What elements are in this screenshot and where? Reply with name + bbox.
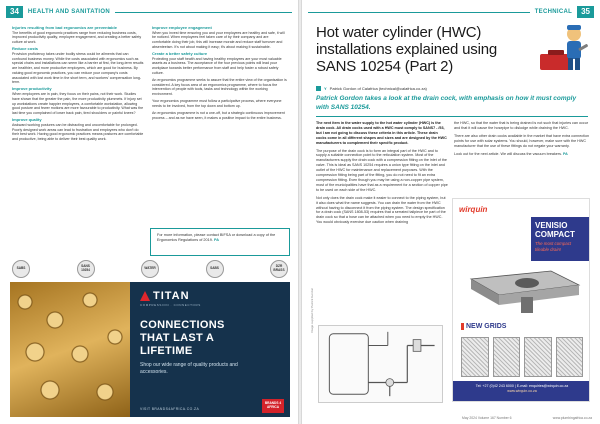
lead-paragraph: The next item in the water supply to the hot water cylinder (HWC) is the drain cock. All drain cocks used with a HWC must comply to SANS7 - /53, but I am not going to discuss these criteria in this article. These drain cocks come in all different shapes and sizes and are designed by the HWC manufacturers to complement their specific product. bbox=[316, 121, 447, 145]
subheading: Injuries resulting from bad ergonomics are preventable bbox=[12, 25, 117, 30]
page-number: 35 bbox=[577, 6, 594, 18]
advert-body: Shop our wide range of quality products and accessories. bbox=[140, 362, 238, 375]
left-page-header bbox=[6, 6, 292, 18]
subheading: Improve employee engagement bbox=[152, 25, 212, 30]
paragraph-text: Look out for the next article. We will discuss the vacuum breakers. bbox=[454, 151, 562, 156]
subheading: Improve productivity bbox=[12, 86, 52, 92]
info-box-text: For more information, please contact BIFSA or download a copy of the Ergonomics Regulations of 2019. bbox=[157, 233, 276, 242]
badge-sans: SANS 10254 bbox=[77, 260, 95, 278]
author-tag: Y bbox=[324, 86, 327, 91]
promo-title-line: VENISIO bbox=[535, 221, 568, 230]
header-rule bbox=[115, 12, 292, 13]
left-column-1 bbox=[12, 24, 144, 144]
left-column-2 bbox=[152, 24, 288, 123]
subheading: Improve quality bbox=[12, 117, 42, 123]
paragraph: Your ergonomics programme must follow a participative process, where everyone needs to be involved, from the top down and bottom up. bbox=[152, 99, 282, 109]
brands-africa-logo: BRANDS 4 AFRICA bbox=[262, 399, 284, 413]
divider bbox=[316, 116, 588, 117]
section-label: HEALTH AND SANITATION bbox=[27, 9, 110, 15]
advert-url[interactable]: VISIT BRANDS4AFRICA.CO.ZA bbox=[140, 407, 200, 411]
footer-website[interactable]: www.plumbingafrica.co.za bbox=[552, 416, 592, 420]
headline-line: LIFETIME bbox=[140, 345, 193, 357]
article-title: Hot water cylinder (HWC) installations explained using SANS 10254 (Part 2) bbox=[316, 24, 497, 75]
left-page bbox=[0, 0, 298, 424]
grid-tile bbox=[461, 337, 489, 377]
standfirst: Patrick Gordon takes a look at the drain cock, with emphasis on how it must comply with SANS 10254. bbox=[316, 95, 577, 111]
badge-dzr: DZR BRASS bbox=[270, 260, 288, 278]
paragraph: There are also other drain cocks available in the market that have extra connection points for use with solar systems. You should, however, make sure with the HWC manufacturer that the use of these fittings do not negate your warranty. bbox=[454, 133, 590, 148]
brass-fittings-image bbox=[10, 282, 130, 417]
paragraph: An ergonomics programme is not a one-off, but a strategic continuous improvement process – and as we have seen, it makes a positive impact to the entire business. bbox=[152, 111, 285, 120]
grid-tile bbox=[524, 337, 552, 377]
headline-line: THAT LAST A bbox=[140, 332, 215, 344]
paragraph: Provision proficiency takes under bodily stress could be ailments that can confound business money. While the costs associated with ergonomics such as special chairs and installations can seem like a barrier at first, the long-term results are healthier, and more productive employees, which are good for business. By valuing good ergonomic practices, you can reduce your company's costs associated with lost work time in the short term, and workers' compensation long-term. bbox=[12, 52, 144, 85]
header-rule bbox=[308, 12, 530, 13]
author-name[interactable]: Patrick Gordon of Calafrica (technical@calafrica.co.za) bbox=[329, 86, 427, 91]
paragraph: When employees are in pain, they focus on their pains, not their work. Studies have shown that the greater the pain, the more productivity plummets. If injury set up workstations create happier employees, a comfortable workstation, allowing good posture and fewer motions are more favourable to productivity. What was the last time you complained of lower back pain, tired shoulders or painful knees? bbox=[12, 92, 144, 115]
titan-brand-sub: COMPRESSION · CONNECTORS bbox=[140, 303, 201, 307]
paragraph: The purpose of the drain cock is to form an integral part of the HWC and to supply a suitable connection point to the reticulation system. Most of the manufacturers supply the drain cock with a compression fitting on the inlet of the valve. This is ideal as SANS 10254 requires a union type fitting on the inlet and outlet of the HWC for maintenance and replacement purposes. With the compression fitting being part of the fitting, you do not need to fit an extra compression fitting. Even though you may be using a non-copper pipe system, most of the municipalities have that as a requirement for a section of copper pipe to be used on each side of the HWC. bbox=[316, 148, 448, 192]
paragraph: When you invest time ensuring you and your employees are healthy and safe, it will be noticed. When employees feel taken care of by their company and are comfortable doing their job, this will increase morale and reduce staff turnover and absenteeism. It's not about making it easy; it's about making it sustainable. bbox=[152, 30, 285, 49]
section-label: TECHNICAL bbox=[534, 9, 573, 15]
diagram-credit: Image supplied by Patrick Gordon bbox=[310, 287, 314, 333]
contact-url[interactable]: www.wirquin.co.za bbox=[507, 389, 537, 393]
subheading: Reduce costs bbox=[12, 46, 39, 52]
certification-badges bbox=[12, 258, 288, 280]
advert-headline bbox=[140, 319, 282, 358]
triangle-icon bbox=[140, 291, 150, 301]
promo-title-line: COMPACT bbox=[535, 230, 575, 239]
end-tag: PA bbox=[562, 151, 568, 156]
wirquin-logo: wirquin bbox=[459, 205, 488, 214]
venisio-promo bbox=[531, 217, 589, 261]
right-page bbox=[302, 0, 600, 424]
titan-advert[interactable] bbox=[10, 282, 290, 417]
right-column-2 bbox=[454, 121, 590, 159]
grid-tile bbox=[493, 337, 521, 377]
footer-issue: May 2024 Volume 167 Number 6 bbox=[462, 416, 512, 420]
promo-subtitle: The most compact tileable drain! bbox=[535, 241, 572, 252]
plumber-toolbox-icon bbox=[534, 20, 590, 74]
badge-water: WATER bbox=[141, 260, 159, 278]
right-column-1 bbox=[316, 121, 448, 228]
contact-phone-email[interactable]: Tel: +27 (0)42 243 6000 | E-mail: enquiries@wirquin.co.za bbox=[475, 384, 569, 388]
badge-sabs-2: SABS bbox=[206, 260, 224, 278]
end-tag: PA bbox=[214, 238, 219, 242]
page-number: 34 bbox=[6, 6, 23, 18]
wirquin-advert[interactable] bbox=[452, 198, 590, 402]
titan-brand: TITAN bbox=[153, 290, 190, 302]
titan-panel bbox=[130, 282, 290, 417]
new-grids-label: NEW GRIDS bbox=[461, 323, 508, 330]
grid-tile bbox=[556, 337, 584, 377]
paragraph: Protecting your staff health and having healthy employees are your most valuable assets as a business. The acceptance of the four previous points will lead your workplace towards better performance from staff and help foster a robust safety culture. bbox=[152, 56, 282, 75]
paragraph: Awkward working postures can be distracting and uncomfortable for prolonged. Poorly designed work areas can lead to frustration and employees who don't do their best work. Having good ergonomic practices means postures are comfortable and productive, being able to deliver their best quality work. bbox=[12, 122, 144, 141]
author-tag-square bbox=[316, 86, 321, 91]
right-page-header bbox=[308, 6, 594, 18]
drain-product-image bbox=[461, 261, 583, 317]
paragraph: the HWC, so that the water that is being drained is not such that injuries can occur and that it will cause the hosepipe to dislodge while draining the HWC. bbox=[454, 121, 589, 130]
titan-logo bbox=[140, 290, 282, 302]
paragraph: Not only does the drain cock make it easier to connect to the piping system, but it also does what the name suggests. You can drain the water from the HWC without having to disconnect it from the piping system. The design specification for a drain cock (SANS 1808-53) requires that a serrated tailpiece be part of the drain cock so that a hose can be attached when you need to empty the HWC. You would obviously exercise due caution when draining bbox=[316, 195, 446, 225]
drain-cock-diagram bbox=[318, 325, 443, 403]
badge-sabs: SABS bbox=[12, 260, 30, 278]
paragraph: The benefits of good ergonomic practices range from reducing business costs, improved productivity quality, employee engagement, and creating a better safety culture at work. bbox=[12, 30, 142, 45]
paragraph: An ergonomics programme seeks to assure that the entire view of the organisation is considered. A key focus area of an ergonomics programme, where to focus the intervention of people with tools, tasks and technology within the working environment. bbox=[152, 78, 287, 97]
paragraph bbox=[454, 152, 590, 157]
headline-line: CONNECTIONS bbox=[140, 319, 225, 331]
info-box bbox=[150, 228, 290, 256]
grid-samples bbox=[461, 337, 583, 377]
subheading: Create a better safety culture bbox=[152, 51, 208, 57]
author-line bbox=[316, 86, 586, 91]
wirquin-contact bbox=[453, 381, 590, 401]
